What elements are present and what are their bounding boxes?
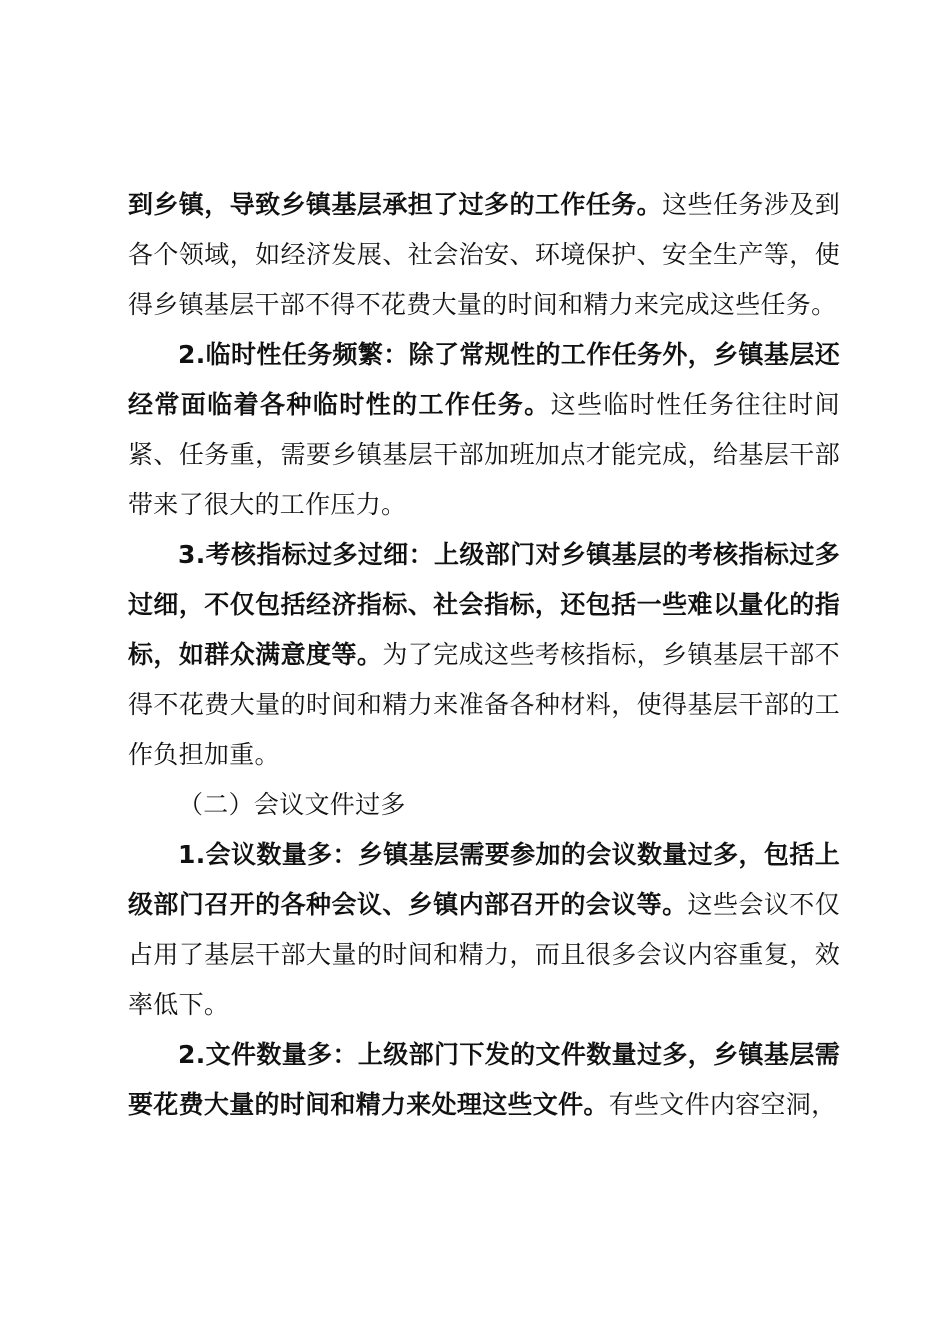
bold-text: 到乡镇，导致乡镇基层承担了过多的工作任务。 <box>128 190 663 219</box>
normal-text: （二）会议文件过多 <box>178 790 406 819</box>
normal-text: 为了完成这些考核指标，乡镇基层干部不得不花费大量的时间和精力来准备各种材料，使得基层干部的工作负担加重。 <box>128 640 840 769</box>
paragraph-assessment-indicators <box>128 530 840 780</box>
document-body <box>128 180 840 1130</box>
normal-text: 这些会议不仅占用了基层干部大量的时间和精力，而且很多会议内容重复，效率低下。 <box>128 890 840 1019</box>
normal-text: 这些临时性任务往往时间紧、任务重，需要乡镇基层干部加班加点才能完成，给基层干部带来了很大的工作压力。 <box>128 390 840 519</box>
paragraph-continuation <box>128 180 840 330</box>
bold-text: 2.临时性任务频繁：除了常规性的工作任务外，乡镇基层还经常面临着各种临时性的工作任务。 <box>128 340 840 419</box>
normal-text: 这些任务涉及到各个领域，如经济发展、社会治安、环境保护、安全生产等，使得乡镇基层干部不得不花费大量的时间和精力来完成这些任务。 <box>128 190 840 319</box>
bold-text: 2.文件数量多：上级部门下发的文件数量过多，乡镇基层需要花费大量的时间和精力来处理这些文件。 <box>128 1040 840 1119</box>
paragraph-meeting-count <box>128 830 840 1030</box>
paragraph-document-count <box>128 1030 840 1130</box>
bold-text: 1.会议数量多：乡镇基层需要参加的会议数量过多，包括上级部门召开的各种会议、乡镇内部召开的会议等。 <box>128 840 840 919</box>
normal-text: 有些文件内容空洞， <box>608 1090 837 1119</box>
paragraph-temporary-tasks <box>128 330 840 530</box>
bold-text: 3.考核指标过多过细：上级部门对乡镇基层的考核指标过多过细，不仅包括经济指标、社会指标，还包括一些难以量化的指标，如群众满意度等。 <box>128 540 840 669</box>
section-heading-meetings-documents <box>128 780 840 830</box>
